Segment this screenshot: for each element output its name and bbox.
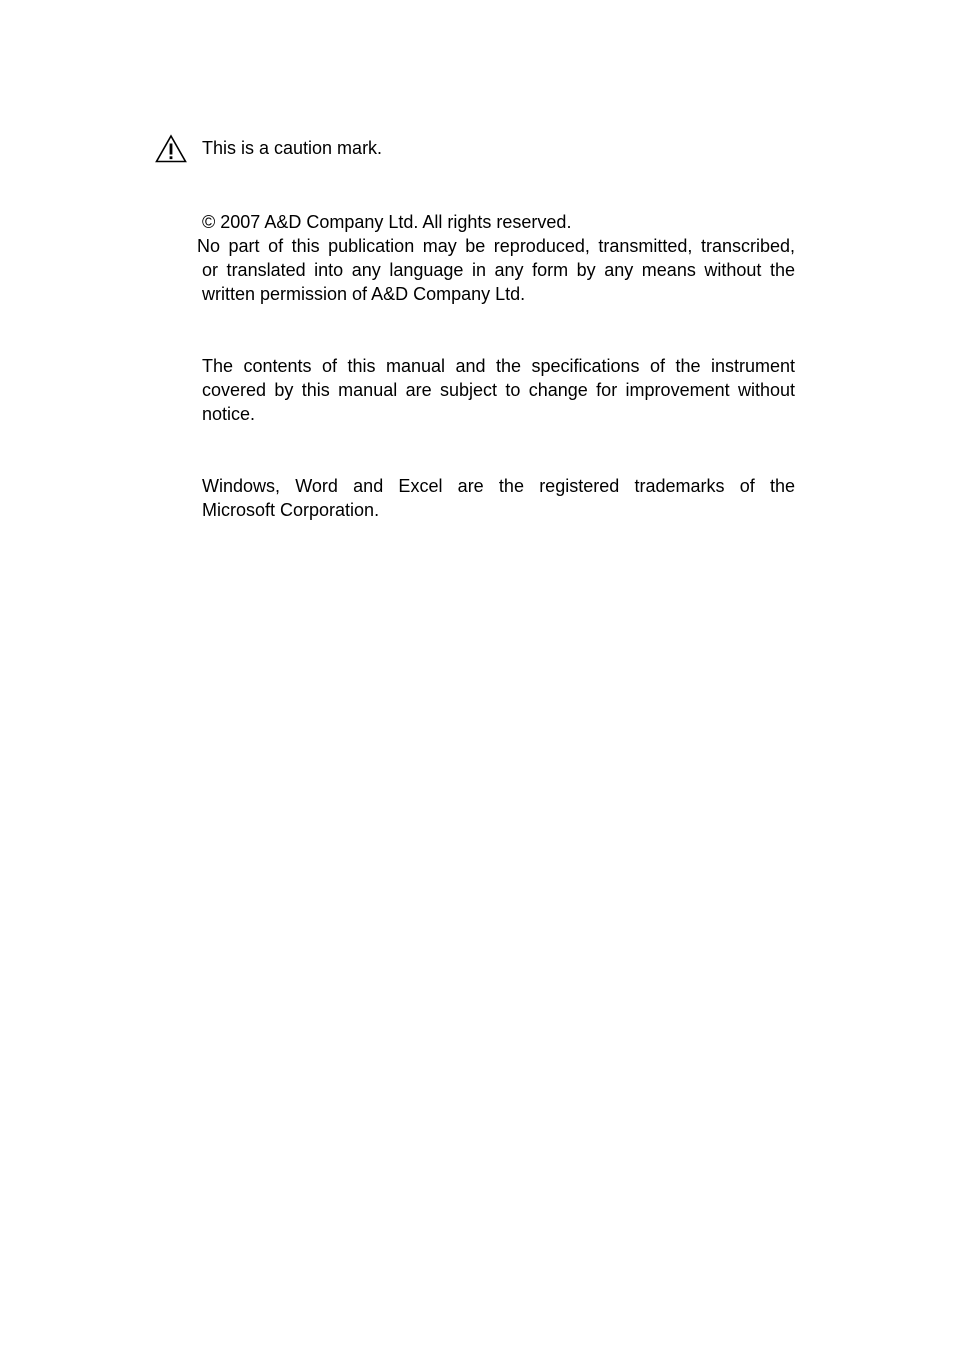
contents-change-line: The contents of this manual and the specifications of the instrument	[202, 356, 795, 376]
caution-mark-text: This is a caution mark.	[202, 138, 383, 158]
trademark-line: Microsoft Corporation.	[202, 500, 380, 520]
contents-change-line: notice.	[202, 404, 256, 424]
reproduction-notice-line: or translated into any language in any form by any means without the	[202, 260, 795, 280]
trademark-paragraph	[202, 474, 795, 522]
caution-mark-row	[155, 134, 382, 164]
copyright-paragraph	[197, 210, 795, 306]
reproduction-notice-line: written permission of A&D Company Ltd.	[202, 284, 526, 304]
copyright-line: © 2007 A&D Company Ltd. All rights reserved.	[202, 212, 572, 232]
reproduction-notice-line: No part of this publication may be reproduced, transmitted, transcribed,	[197, 236, 795, 256]
warning-triangle-icon	[155, 134, 187, 164]
trademark-line: Windows, Word and Excel are the registered trademarks of the	[202, 476, 795, 496]
contents-change-line: covered by this manual are subject to change for improvement without	[202, 380, 795, 400]
contents-change-paragraph	[202, 354, 795, 426]
